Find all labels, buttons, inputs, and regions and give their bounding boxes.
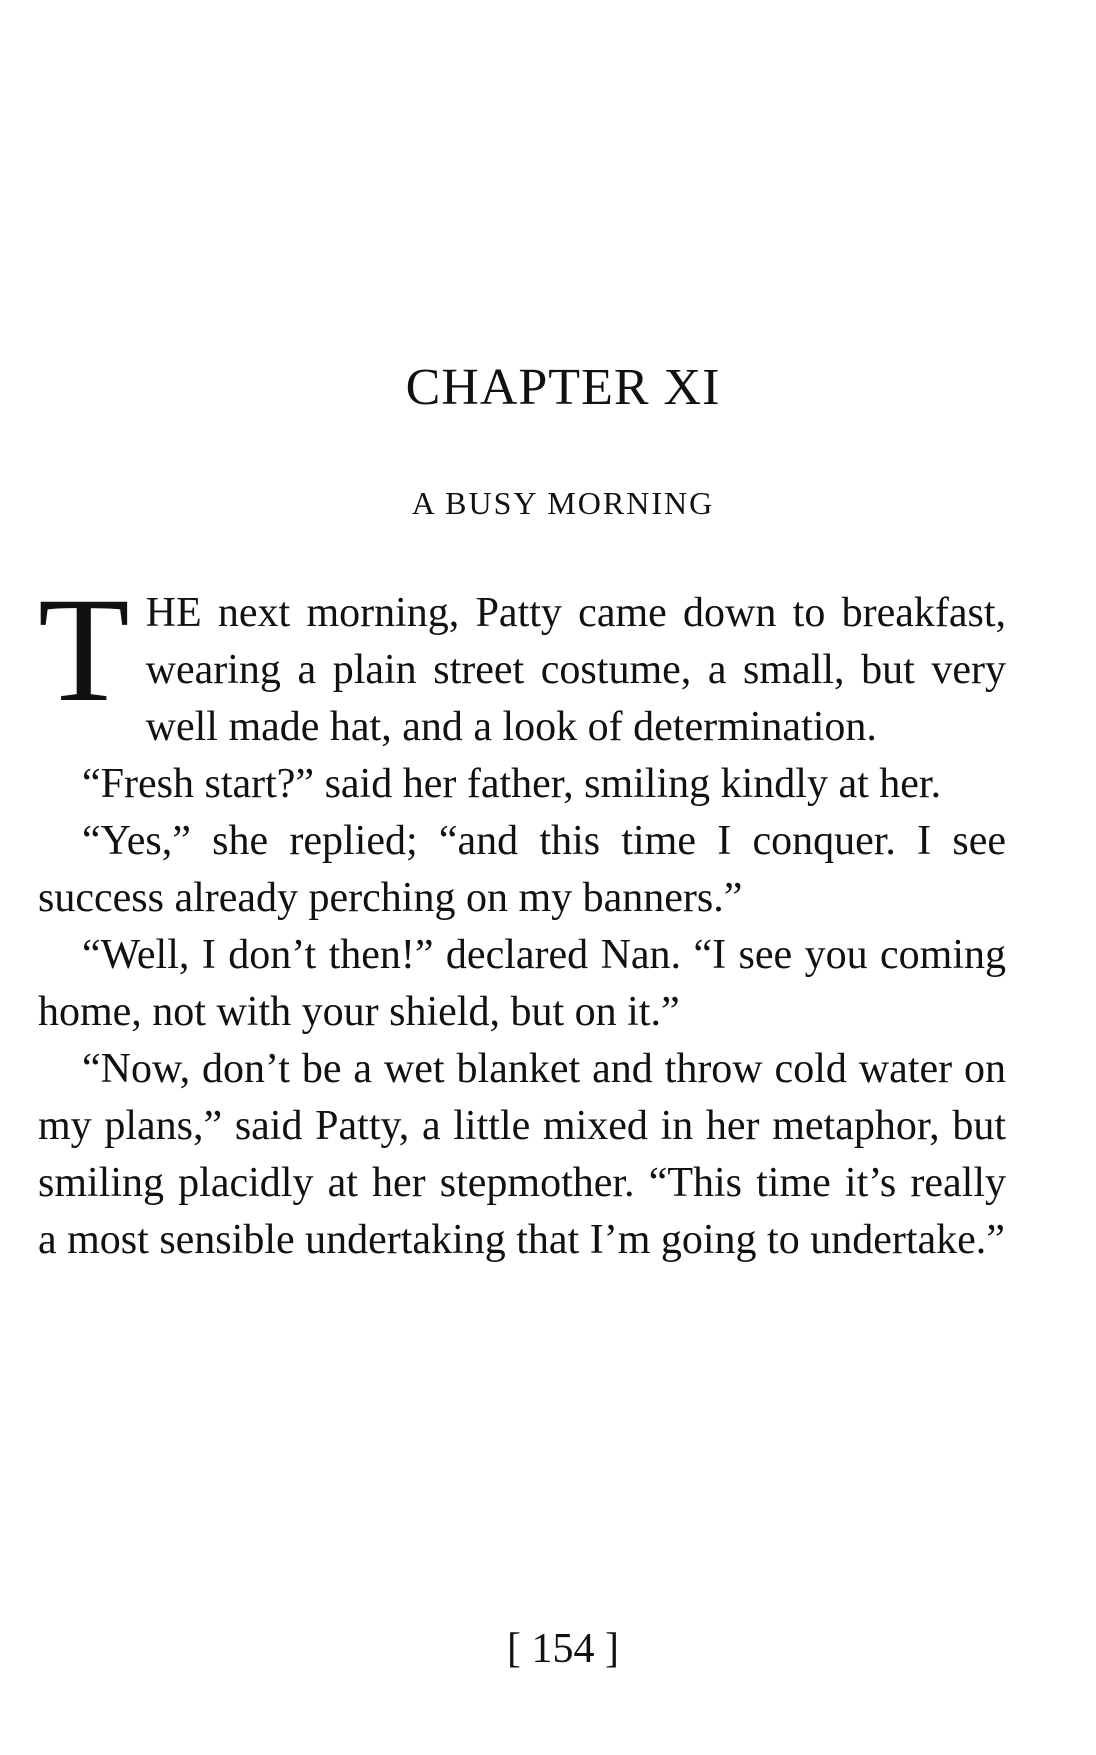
opening-paragraph [38, 567, 1006, 756]
paragraph: “Now, don’t be a wet blanket and throw cold water on my plans,” said Patty, a little mixed in her metaphor, but smiling placidly at her stepmother. “This time it’s really a most sensible undertaking that I’m going to undertake.” [38, 1046, 1006, 1263]
page-number: [ 154 ] [507, 1626, 619, 1672]
chapter-subtitle: A BUSY MORNING [411, 485, 715, 521]
chapter-heading: CHAPTER XI [405, 359, 721, 416]
paragraph: “Yes,” she replied; “and this time I conquer. I see success already perching on my banners.” [38, 818, 1006, 921]
body-text [38, 567, 1006, 1269]
paragraph: “Well, I don’t then!” declared Nan. “I see you coming home, not with your shield, but on it.” [38, 932, 1006, 1035]
paragraph: “Fresh start?” said her father, smiling kindly at her. [82, 761, 942, 807]
drop-cap: T [38, 567, 130, 733]
paragraph-text: HE next morning, Patty came down to breakfast, wearing a plain street costume, a small, but very well made hat, and a look of determination. [145, 590, 1006, 750]
